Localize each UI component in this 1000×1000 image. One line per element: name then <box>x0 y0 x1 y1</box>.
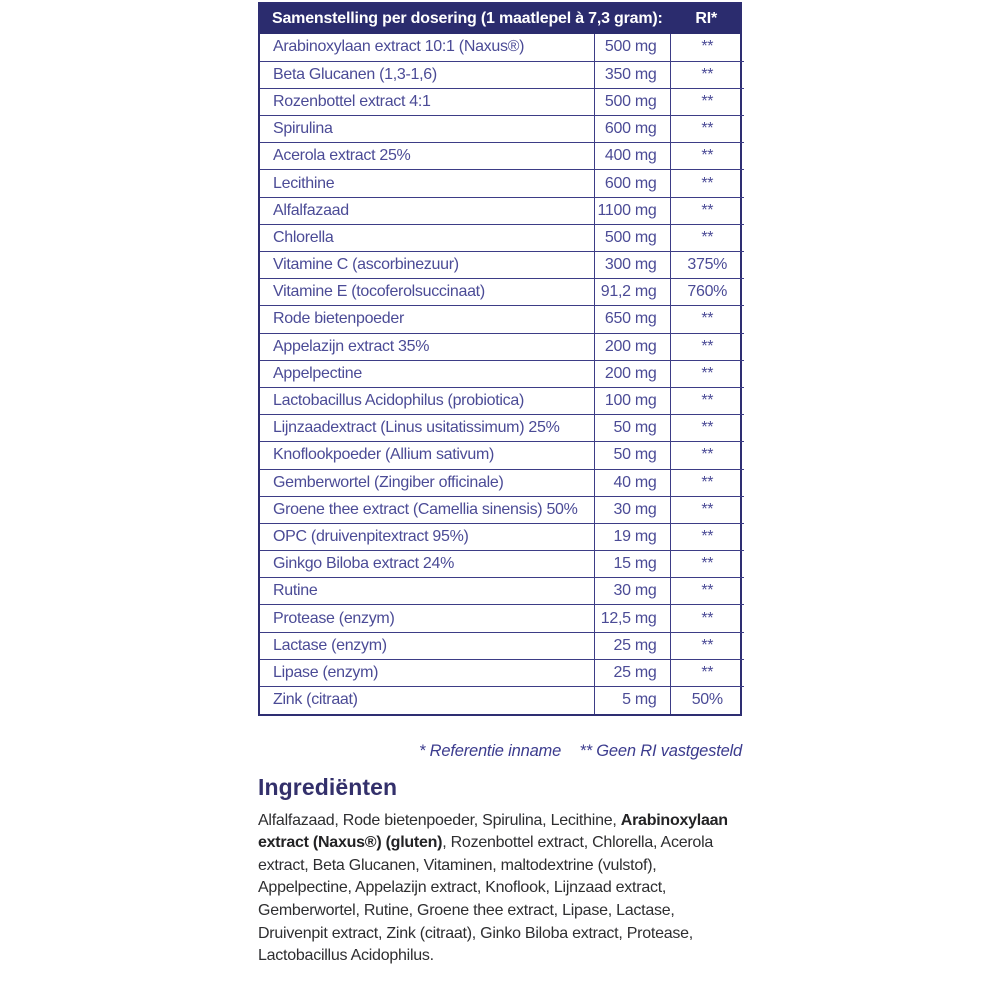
ingredient-amount: 200 mg <box>594 333 670 360</box>
ingredient-name: Knoflookpoeder (Allium sativum) <box>260 442 594 469</box>
ingredient-ri: ** <box>670 116 744 143</box>
ingredient-ri: 760% <box>670 279 744 306</box>
ingredient-name: Ginkgo Biloba extract 24% <box>260 551 594 578</box>
ingredient-name: Chlorella <box>260 224 594 251</box>
ingredient-name: Vitamine C (ascorbinezuur) <box>260 252 594 279</box>
ingredients-text-rest: , Rozenbottel extract, Chlorella, Acerola extract, Beta Glucanen, Vitaminen, maltodextrine (vulstof), Appelpectine, Appelazijn extract, Knoflook, Lijnzaad extract, Gemberwortel, Rutine, Groene thee extract, Lipase, Lactase, Druivenpit extract, Zink (citraat), Ginko Biloba extract, Protease, Lactobacillus Acidophilus. <box>258 834 714 965</box>
table-row <box>260 252 744 279</box>
ingredient-amount: 30 mg <box>594 578 670 605</box>
footnote-reference: * Referentie inname <box>419 741 562 760</box>
table-row <box>260 469 744 496</box>
ingredient-name: Spirulina <box>260 116 594 143</box>
ingredient-ri: 50% <box>670 687 744 714</box>
ingredient-amount: 91,2 mg <box>594 279 670 306</box>
ingredient-name: Appelpectine <box>260 360 594 387</box>
ingredient-ri: ** <box>670 632 744 659</box>
ingredient-name: Zink (citraat) <box>260 687 594 714</box>
ingredient-ri: ** <box>670 578 744 605</box>
ingredient-amount: 600 mg <box>594 116 670 143</box>
ingredient-amount: 300 mg <box>594 252 670 279</box>
table-header-title: Samenstelling per dosering (1 maatlepel à 7,3 gram): <box>272 10 663 27</box>
ingredient-ri: 375% <box>670 252 744 279</box>
ingredient-name: Rode bietenpoeder <box>260 306 594 333</box>
footnote-no-ri: ** Geen RI vastgesteld <box>579 741 742 760</box>
ingredient-ri: ** <box>670 605 744 632</box>
ingredients-text <box>258 810 746 968</box>
table-row <box>260 415 744 442</box>
table-row <box>260 116 744 143</box>
ingredient-name: Lactase (enzym) <box>260 632 594 659</box>
table-row <box>260 687 744 714</box>
ingredient-ri: ** <box>670 659 744 686</box>
ingredient-name: Gemberwortel (Zingiber officinale) <box>260 469 594 496</box>
ingredient-ri: ** <box>670 496 744 523</box>
ingredient-ri: ** <box>670 197 744 224</box>
table-row <box>260 387 744 414</box>
ingredient-name: Alfalfazaad <box>260 197 594 224</box>
footnote <box>258 742 742 761</box>
ingredients-text-lead: Alfalfazaad, Rode bietenpoeder, Spirulina, Lecithine, <box>258 811 621 829</box>
ingredient-amount: 100 mg <box>594 387 670 414</box>
table-row <box>260 34 744 61</box>
ingredient-name: Lecithine <box>260 170 594 197</box>
table-row <box>260 360 744 387</box>
table-row <box>260 659 744 686</box>
table-row <box>260 496 744 523</box>
ingredient-name: Arabinoxylaan extract 10:1 (Naxus®) <box>260 34 594 61</box>
ingredient-name: Rozenbottel extract 4:1 <box>260 88 594 115</box>
ingredient-amount: 12,5 mg <box>594 605 670 632</box>
table-header <box>260 4 740 34</box>
ingredient-name: Rutine <box>260 578 594 605</box>
ingredient-amount: 1100 mg <box>594 197 670 224</box>
table-row <box>260 170 744 197</box>
ingredient-ri: ** <box>670 306 744 333</box>
table-row <box>260 605 744 632</box>
ingredient-amount: 25 mg <box>594 659 670 686</box>
ingredient-ri: ** <box>670 224 744 251</box>
ingredient-ri: ** <box>670 360 744 387</box>
ri-column-label: RI* <box>695 10 717 27</box>
ingredient-amount: 600 mg <box>594 170 670 197</box>
ingredient-amount: 50 mg <box>594 415 670 442</box>
table-row <box>260 578 744 605</box>
ingredient-amount: 500 mg <box>594 88 670 115</box>
table-row <box>260 523 744 550</box>
table-row <box>260 143 744 170</box>
ingredients-heading: Ingrediënten <box>258 773 398 800</box>
ingredient-ri: ** <box>670 61 744 88</box>
table-row <box>260 306 744 333</box>
ingredient-amount: 50 mg <box>594 442 670 469</box>
ingredient-name: Lactobacillus Acidophilus (probiotica) <box>260 387 594 414</box>
ingredient-ri: ** <box>670 333 744 360</box>
ingredient-ri: ** <box>670 88 744 115</box>
ingredient-amount: 15 mg <box>594 551 670 578</box>
table-row <box>260 88 744 115</box>
table-row <box>260 224 744 251</box>
ingredient-ri: ** <box>670 143 744 170</box>
ingredients-bold-segment: Arabinoxylaan extract (Naxus®) (gluten) <box>258 811 728 852</box>
ingredient-amount: 400 mg <box>594 143 670 170</box>
ingredient-name: Appelazijn extract 35% <box>260 333 594 360</box>
ingredient-name: Lipase (enzym) <box>260 659 594 686</box>
ingredient-ri: ** <box>670 442 744 469</box>
ingredient-name: Beta Glucanen (1,3-1,6) <box>260 61 594 88</box>
ingredient-name: Vitamine E (tocoferolsuccinaat) <box>260 279 594 306</box>
ingredient-name: Acerola extract 25% <box>260 143 594 170</box>
table-row <box>260 442 744 469</box>
ingredient-ri: ** <box>670 469 744 496</box>
ingredient-amount: 500 mg <box>594 224 670 251</box>
table-row <box>260 279 744 306</box>
ingredient-ri: ** <box>670 170 744 197</box>
ingredient-amount: 500 mg <box>594 34 670 61</box>
ingredient-amount: 30 mg <box>594 496 670 523</box>
ingredient-ri: ** <box>670 523 744 550</box>
ingredient-amount: 40 mg <box>594 469 670 496</box>
table-row <box>260 61 744 88</box>
table-row <box>260 333 744 360</box>
supplement-panel <box>258 2 742 968</box>
ingredient-amount: 200 mg <box>594 360 670 387</box>
ingredient-ri: ** <box>670 415 744 442</box>
ingredient-ri: ** <box>670 551 744 578</box>
ingredient-name: Protease (enzym) <box>260 605 594 632</box>
ingredient-amount: 5 mg <box>594 687 670 714</box>
ingredient-amount: 25 mg <box>594 632 670 659</box>
table-row <box>260 551 744 578</box>
ingredient-ri: ** <box>670 387 744 414</box>
ingredient-amount: 350 mg <box>594 61 670 88</box>
table-body <box>260 34 744 714</box>
composition-table <box>258 2 742 716</box>
table-row <box>260 197 744 224</box>
ingredient-name: Lijnzaadextract (Linus usitatissimum) 25% <box>260 415 594 442</box>
ingredient-name: OPC (druivenpitextract 95%) <box>260 523 594 550</box>
ingredient-amount: 650 mg <box>594 306 670 333</box>
ingredient-ri: ** <box>670 34 744 61</box>
ingredient-amount: 19 mg <box>594 523 670 550</box>
table-row <box>260 632 744 659</box>
ingredient-name: Groene thee extract (Camellia sinensis) 50% <box>260 496 594 523</box>
